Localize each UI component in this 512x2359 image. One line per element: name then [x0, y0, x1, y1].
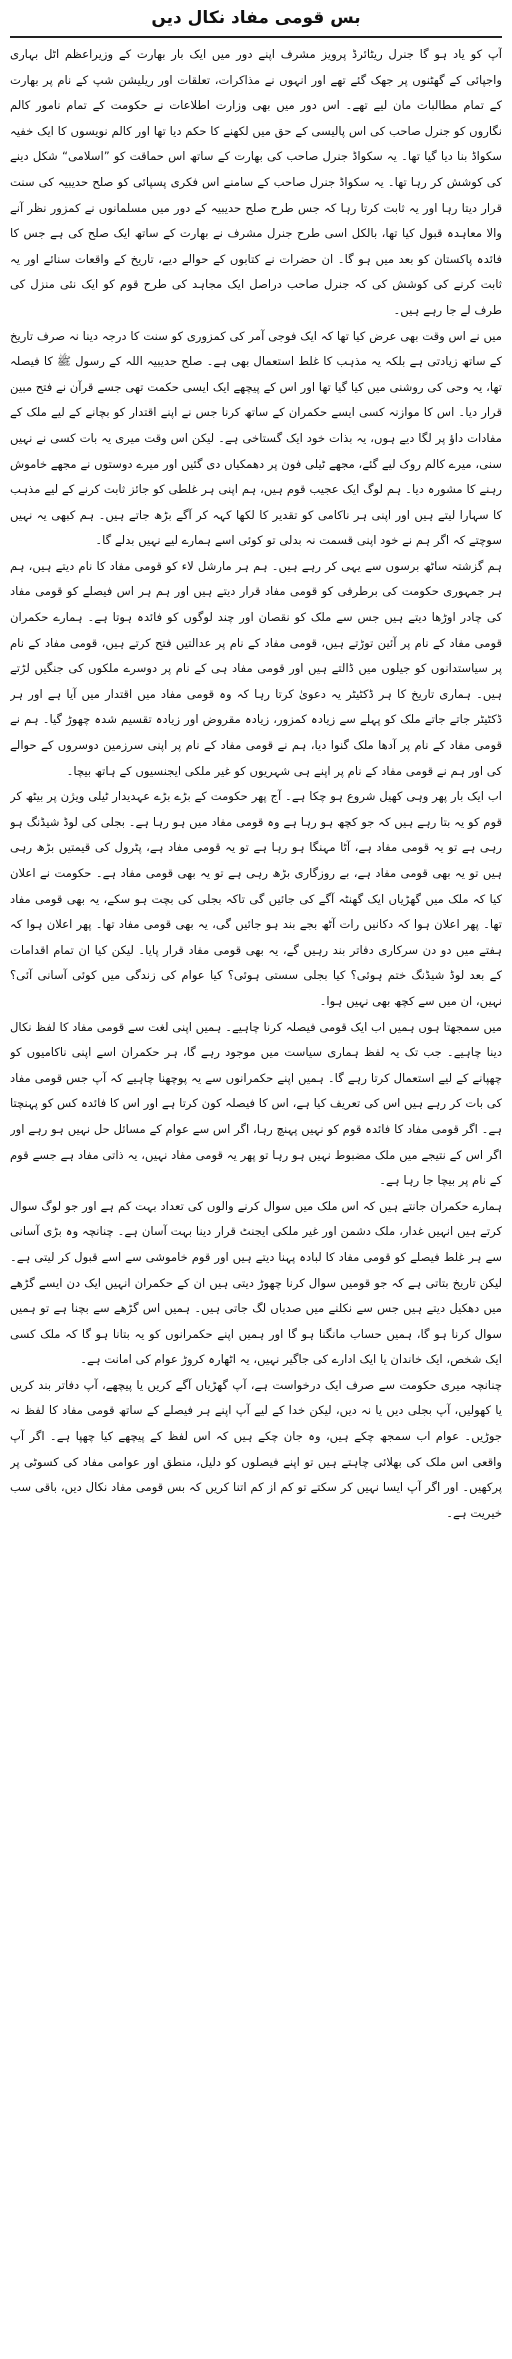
article-title: بس قومی مفاد نکال دیں	[151, 8, 361, 28]
article-paragraph: آپ کو یاد ہو گا جنرل ریٹائرڈ پرویز مشرف اپنے دور میں ایک بار بھارت کے وزیراعظم اٹل بہاری واجپائی کے گھٹنوں پر جھک گئے تھے اور انہوں نے مذاکرات، تعلقات اور ریلیشن شپ کے نام پر بھارت کے تمام مطالبات مان لیے تھے۔ اس دور میں بھی وزارت اطلاعات نے حکومت کے تمام نامور کالم نگاروں کو جنرل صاحب کی اس پالیسی کے حق میں لکھنے کا حکم دیا تھا اور کالم نویسوں کا ایک خفیہ سکواڈ بنا دیا گیا تھا۔ یہ سکواڈ جنرل صاحب کی بھارت کے ساتھ اس حماقت کو ”اسلامی“ شکل دینے کی کوشش کر رہا تھا۔ یہ سکواڈ جنرل صاحب کے سامنے اس فکری پسپائی کو صلح حدیبیہ کی سنت قرار دیتا رہا اور یہ ثابت کرتا رہا کہ جس طرح صلح حدیبیہ کے دور میں مسلمانوں نے کمزور نظر آنے والا معاہدہ قبول کیا تھا، بالکل اسی طرح جنرل مشرف نے بھارت کے ساتھ ایک صلح کی ہے جس کا فائدہ پاکستان کو بعد میں ہو گا۔ ان حضرات نے کتابوں کے حوالے دیے، تاریخ کے واقعات سنائے اور یہ ثابت کرنے کی کوشش کی کہ جنرل صاحب دراصل ایک مجاہد کی طرح قوم کو ایک نئی منزل کی طرف لے جا رہے ہیں۔	[10, 47, 502, 317]
article-paragraph: میں سمجھتا ہوں ہمیں اب ایک قومی فیصلہ کرنا چاہیے۔ ہمیں اپنی لغت سے قومی مفاد کا لفظ نکال دینا چاہیے۔ جب تک یہ لفظ ہماری سیاست میں موجود رہے گا، ہر حکمران اسے اپنی ناکامیوں کو چھپانے کے لیے استعمال کرتا رہے گا۔ ہمیں اپنے حکمرانوں سے یہ پوچھنا چاہیے کہ آپ جس قومی مفاد کی بات کر رہے ہیں اس کی تعریف کیا ہے، اس کا فیصلہ کون کرتا ہے اور اس کا فائدہ کس کو پہنچتا ہے۔ اگر قومی مفاد کا فائدہ قوم کو نہیں پہنچ رہا، اگر اس سے عوام کے مسائل حل نہیں ہو رہے اور اگر اس کے نتیجے میں ملک مضبوط نہیں ہو رہا تو پھر یہ قومی مفاد نہیں، یہ ذاتی مفاد ہے جسے قوم کے نام پر بیچا جا رہا ہے۔	[10, 1019, 502, 1188]
title-divider	[10, 36, 502, 38]
article-paragraph: چنانچہ میری حکومت سے صرف ایک درخواست ہے، آپ گھڑیاں آگے کریں یا پیچھے، آپ دفاتر بند کریں یا کھولیں، آپ بجلی دیں یا نہ دیں، لیکن خدا کے لیے آپ اپنے ہر فیصلے کے ساتھ قومی مفاد کا لفظ نہ جوڑیں۔ عوام اب سمجھ چکے ہیں، وہ جان چکے ہیں کہ اس لفظ کے پیچھے کیا چھپا ہے۔ اگر آپ واقعی اس ملک کی بھلائی چاہتے ہیں تو اپنے فیصلوں کو دلیل، منطق اور عوامی مفاد کی کسوٹی پر پرکھیں۔ اور اگر آپ ایسا نہیں کر سکتے تو کم از کم اتنا کریں کہ بس قومی مفاد نکال دیں، باقی سب خیریت ہے۔	[10, 1377, 502, 1520]
article-paragraph: ہم گزشتہ ساٹھ برسوں سے یہی کر رہے ہیں۔ ہم ہر مارشل لاء کو قومی مفاد کا نام دیتے ہیں، ہم ہر جمہوری حکومت کی برطرفی کو قومی مفاد قرار دیتے ہیں اور ہم ہر اس فیصلے کو قومی مفاد کی چادر اوڑھا دیتے ہیں جس سے ملک کو نقصان اور چند لوگوں کو فائدہ ہوتا ہے۔ ہمارے حکمران قومی مفاد کے نام پر آئین توڑتے ہیں، قومی مفاد کے نام پر عدالتیں فتح کرتے ہیں، قومی مفاد کے نام پر سیاستدانوں کو جیلوں میں ڈالتے ہیں اور قومی مفاد ہی کے نام پر دوسرے ملکوں کی جنگیں لڑتے ہیں۔ ہماری تاریخ کا ہر ڈکٹیٹر یہ دعویٰ کرتا رہا کہ وہ قومی مفاد میں اقتدار میں آیا ہے اور ہر ڈکٹیٹر جاتے جاتے ملک کو پہلے سے زیادہ کمزور، زیادہ مقروض اور زیادہ تقسیم شدہ چھوڑ گیا۔ ہم نے قومی مفاد کے نام پر آدھا ملک گنوا دیا، ہم نے قومی مفاد کے نام پر اپنی سرزمین دوسروں کے حوالے کی اور ہم نے قومی مفاد کے نام پر اپنے ہی شہریوں کو غیر ملکی ایجنسیوں کے ہاتھ بیچا۔	[10, 558, 502, 778]
article-paragraph: میں نے اس وقت بھی عرض کیا تھا کہ ایک فوجی آمر کی کمزوری کو سنت کا درجہ دینا نہ صرف تاریخ کے ساتھ زیادتی ہے بلکہ یہ مذہب کا غلط استعمال بھی ہے۔ صلح حدیبیہ اللہ کے رسول ﷺ کا فیصلہ تھا، یہ وحی کی روشنی میں کیا گیا تھا اور اس کے پیچھے ایک ایسی حکمت تھی جسے قرآن نے فتح مبین قرار دیا۔ اس کا موازنہ کسی ایسے حکمران کے ساتھ کرنا جس نے اپنے اقتدار کو بچانے کے لیے ملک کے مفادات داؤ پر لگا دیے ہوں، یہ بذات خود ایک گستاخی ہے۔ لیکن اس وقت میری یہ بات کسی نے نہیں سنی، میرے کالم روک لیے گئے، مجھے ٹیلی فون پر دھمکیاں دی گئیں اور میرے دوستوں نے مجھے خاموش رہنے کا مشورہ دیا۔ ہم لوگ ایک عجیب قوم ہیں، ہم اپنی ہر غلطی کو جائز ثابت کرنے کے لیے مذہب کا سہارا لیتے ہیں اور اپنی ہر ناکامی کو تقدیر کا لکھا کہہ کر آگے بڑھ جاتے ہیں۔ ہم کبھی یہ نہیں سوچتے کہ اگر ہم نے خود اپنی قسمت نہ بدلی تو کوئی اسے ہمارے لیے نہیں بدلے گا۔	[10, 328, 502, 548]
article-paragraph: ہمارے حکمران جانتے ہیں کہ اس ملک میں سوال کرنے والوں کی تعداد بہت کم ہے اور جو لوگ سوال کرتے ہیں انہیں غدار، ملک دشمن اور غیر ملکی ایجنٹ قرار دینا بہت آسان ہے۔ چنانچہ وہ بڑی آسانی سے ہر غلط فیصلے کو قومی مفاد کا لبادہ پہنا دیتے ہیں اور قوم خاموشی سے اسے قبول کر لیتی ہے۔ لیکن تاریخ بتاتی ہے کہ جو قومیں سوال کرنا چھوڑ دیتی ہیں ان کے حکمران انہیں ایک دن ایسے گڑھے میں دھکیل دیتے ہیں جس سے نکلنے میں صدیاں لگ جاتی ہیں۔ ہمیں اس گڑھے سے بچنا ہے تو ہمیں سوال کرنا ہو گا، ہمیں حساب مانگنا ہو گا اور ہمیں اپنے حکمرانوں کو یہ بتانا ہو گا کہ ملک کسی ایک شخص، ایک خاندان یا ایک ادارے کی جاگیر نہیں، یہ اٹھارہ کروڑ عوام کی امانت ہے۔	[10, 1198, 502, 1367]
article-body	[10, 42, 502, 2342]
article-paragraph: اب ایک بار پھر وہی کھیل شروع ہو چکا ہے۔ آج پھر حکومت کے بڑے بڑے عہدیدار ٹیلی ویژن پر بیٹھ کر قوم کو یہ بتا رہے ہیں کہ جو کچھ ہو رہا ہے وہ قومی مفاد میں ہو رہا ہے۔ بجلی کی لوڈ شیڈنگ ہو رہی ہے تو یہ قومی مفاد ہے، آٹا مہنگا ہو رہا ہے تو یہ قومی مفاد ہے، پٹرول کی قیمتیں بڑھ رہی ہیں تو یہ بھی قومی مفاد ہے، بے روزگاری بڑھ رہی ہے تو یہ بھی قومی مفاد ہے۔ حکومت نے اعلان کیا کہ ملک میں گھڑیاں ایک گھنٹہ آگے کی جائیں گی تاکہ بجلی کی بچت ہو سکے، یہ بھی قومی مفاد تھا۔ پھر اعلان ہوا کہ دکانیں رات آٹھ بجے بند ہو جائیں گی، یہ بھی قومی مفاد تھا۔ پھر اعلان ہوا کہ ہفتے میں دو دن سرکاری دفاتر بند رہیں گے، یہ بھی قومی مفاد قرار پایا۔ لیکن کیا ان تمام اقدامات کے بعد لوڈ شیڈنگ ختم ہوئی؟ کیا بجلی سستی ہوئی؟ کیا عوام کی زندگی میں کوئی آسانی آئی؟ نہیں، ان میں سے کچھ بھی نہیں ہوا۔	[10, 789, 502, 1008]
